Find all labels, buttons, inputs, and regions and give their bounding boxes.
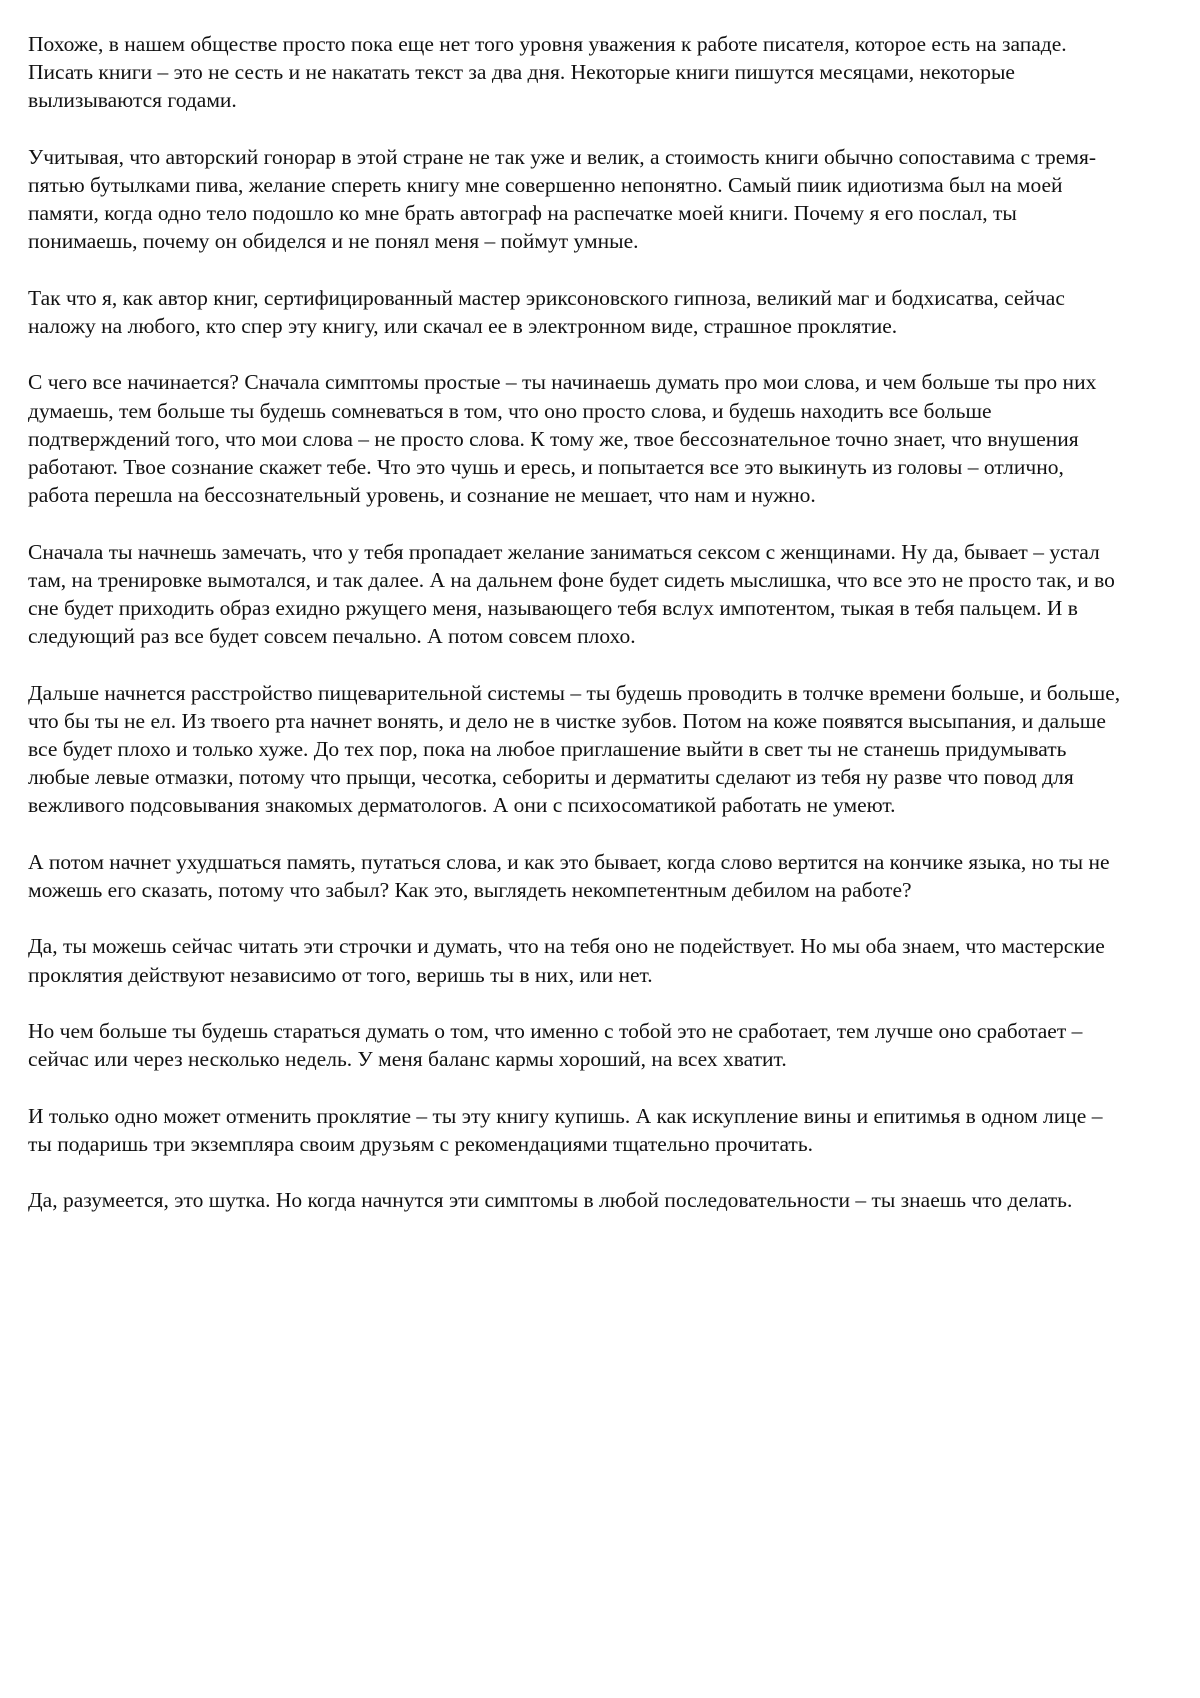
paragraph-11: Да, разумеется, это шутка. Но когда начнутся эти симптомы в любой последовательности – ты знаешь что делать. xyxy=(28,1188,1073,1213)
paragraph-1: Похоже, в нашем обществе просто пока еще нет того уровня уважения к работе писателя, которое есть на западе. Писать книги – это не сесть и не накатать текст за два дня. Некоторые книги пишутся месяцами, некоторые вылизываются годами. xyxy=(28,32,1067,113)
paragraph-9: Но чем больше ты будешь стараться думать о том, что именно с тобой это не сработает, тем лучше оно сработает – сейчас или через несколько недель. У меня баланс кармы хороший, на всех хватит. xyxy=(28,1018,1083,1072)
paragraph-2: Учитывая, что авторский гонорар в этой стране не так уже и велик, а стоимость книги обычно сопоставима с тремя-пятью бутылками пива, желание спереть книгу мне совершенно непонятно. Самый пиик идиотизма был на моей памяти, когда одно тело подошло ко мне брать автограф на распечатке моей книги. Почему я его послал, ты понимаешь, почему он обиделся и не понял меня – поймут умные. xyxy=(28,144,1096,254)
paragraph-7: А потом начнет ухудшаться память, путаться слова, и как это бывает, когда слово вертится на кончике языка, но ты не можешь его сказать, потому что забыл? Как это, выглядеть некомпетентным дебилом на работе? xyxy=(28,849,1110,902)
paragraph-10: И только одно может отменить проклятие – ты эту книгу купишь. А как искупление вины и епитимья в одном лице – ты подаришь три экземпляра своим друзьям с рекомендациями тщательно прочитать. xyxy=(28,1103,1103,1156)
paragraph-3: Так что я, как автор книг, сертифицированный мастер эриксоновского гипноза, великий маг и бодхисатва, сейчас наложу на любого, кто спер эту книгу, или скачал ее в электронном виде, страшное проклятие. xyxy=(28,285,1065,338)
paragraph-4: С чего все начинается? Сначала симптомы простые – ты начинаешь думать про мои слова, и чем больше ты про них думаешь, тем больше ты будешь сомневаться в том, что оно просто слова, и будешь находить все больше подтверждений того, что мои слова – не просто слова. К тому же, твое бессознательное точно знает, что внушения работают. Твое сознание скажет тебе. Что это чушь и ересь, и попытается все это выкинуть из головы – отлично, работа перешла на бессознательный уровень, и сознание не мешает, что нам и нужно. xyxy=(28,370,1097,508)
paragraph-5: Сначала ты начнешь замечать, что у тебя пропадает желание заниматься сексом с женщинами. Ну да, бывает – устал там, на тренировке вымотался, и так далее. А на дальнем фоне будет сидеть мыслишка, что все это не просто так, и во сне будет приходить образ ехидно ржущего меня, называющего тебя вслух импотентом, тыкая в тебя пальцем. И в следующий раз все будет совсем печально. А потом совсем плохо. xyxy=(28,539,1115,649)
paragraph-6: Дальше начнется расстройство пищеварительной системы – ты будешь проводить в толчке времени больше, и больше, что бы ты не ел. Из твоего рта начнет вонять, и дело не в чистке зубов. Потом на коже появятся высыпания, и дальше все будет плохо и только хуже. До тех пор, пока на любое приглашение выйти в свет ты не станешь придумывать любые левые отмазки, потому что прыщи, чесотка, себориты и дерматиты сделают из тебя ну разве что повод для вежливого подсовывания знакомых дерматологов. А они с психосоматикой работать не умеют. xyxy=(28,680,1121,818)
paragraph-8: Да, ты можешь сейчас читать эти строчки и думать, что на тебя оно не подействует. Но мы оба знаем, что мастерские проклятия действуют независимо от того, веришь ты в них, или нет. xyxy=(28,934,1105,987)
document-page xyxy=(28,30,1124,1243)
